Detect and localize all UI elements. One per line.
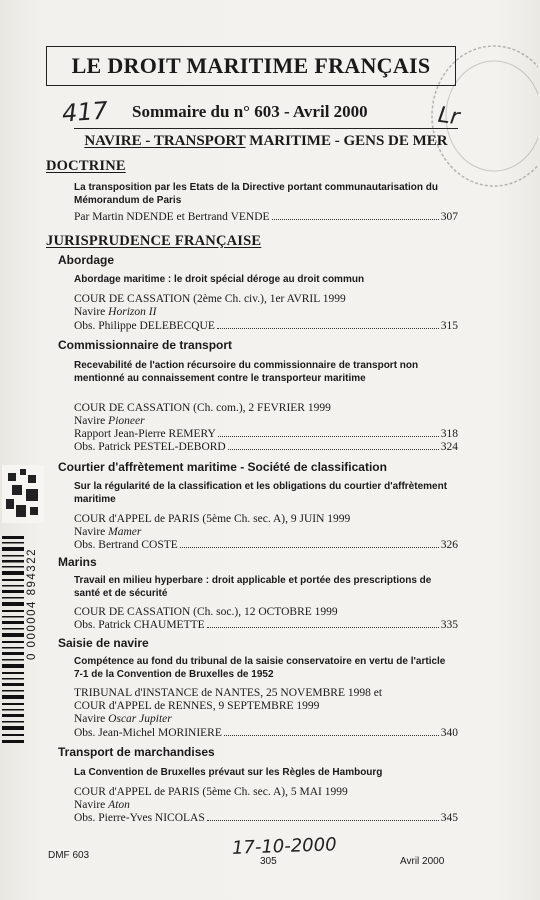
abordage-heading: Abordage <box>58 253 115 267</box>
toc-dots <box>207 819 439 821</box>
doctrine-heading: DOCTRINE <box>46 158 126 174</box>
doctrine-article-title: La transposition par les Etats de la Directive portant communautarisation du Mémorandum de Paris <box>74 182 438 206</box>
marchandises-heading: Transport de marchandises <box>58 745 215 759</box>
saisie-ship-line <box>74 713 458 726</box>
toc-dots <box>218 435 439 437</box>
courtier-court: COUR d'APPEL de PARIS (5ème Ch. sec. A), 9 JUIN 1999 <box>74 513 351 525</box>
journal-title: LE DROIT MARITIME FRANÇAIS <box>71 53 431 78</box>
ship-name: Oscar Jupiter <box>108 713 172 725</box>
courtier-obs: Obs. Bertrand COSTE <box>74 539 178 551</box>
commissionnaire-page: 324 <box>440 441 458 453</box>
section-banner-part1: NAVIRE <box>84 133 142 149</box>
handwritten-code: Lr <box>436 102 461 131</box>
commissionnaire-title: Recevabilité de l'action récursoire du commissionnaire de transport non mentionné au connaissement contre le transporteur maritime <box>74 360 419 384</box>
abordage-page: 315 <box>440 320 458 332</box>
toc-dots <box>228 448 439 450</box>
jurisprudence-heading: JURISPRUDENCE FRANÇAISE <box>46 233 262 249</box>
commissionnaire-ship-line <box>74 415 458 428</box>
ship-prefix: Navire <box>74 799 109 811</box>
saisie-court-1: TRIBUNAL d'INSTANCE de NANTES, 25 NOVEMBRE 1998 et <box>74 687 383 699</box>
marchandises-obs: Obs. Pierre-Yves NICOLAS <box>74 812 205 824</box>
doctrine-author-line <box>74 211 458 224</box>
commissionnaire-rapport: Rapport Jean-Pierre REMERY <box>74 428 216 440</box>
commissionnaire-court: COUR DE CASSATION (Ch. com.), 2 FEVRIER 1999 <box>74 402 331 414</box>
marins-title: Travail en milieu hyperbare : droit applicable et portée des prescriptions de santé et de sécurité <box>74 575 432 599</box>
toc-dots <box>217 327 439 329</box>
abordage-obs-line <box>74 320 458 333</box>
abordage-court: COUR DE CASSATION (2ème Ch. civ.), 1er AVRIL 1999 <box>74 293 346 305</box>
journal-title-box <box>46 46 456 86</box>
toc-dots <box>224 734 439 736</box>
commissionnaire-rapport-page: 318 <box>440 428 458 440</box>
abordage-ship-line <box>74 306 458 319</box>
marchandises-page: 345 <box>440 812 458 824</box>
marchandises-ship-line <box>74 799 458 812</box>
abordage-obs: Obs. Philippe DELEBECQUE <box>74 320 215 332</box>
saisie-obs-line <box>74 727 458 740</box>
footer-journal-ref: DMF 603 <box>48 850 90 861</box>
commissionnaire-rapport-line <box>74 428 458 441</box>
ship-name: Pioneer <box>108 415 145 427</box>
marchandises-title: La Convention de Bruxelles prévaut sur les Règles de Hambourg <box>74 767 383 778</box>
saisie-title: Compétence au fond du tribunal de la saisie conservatoire en vertu de l'article 7-1 de la Convention de Bruxelles de 1952 <box>74 656 446 680</box>
toc-dots <box>207 626 439 628</box>
marins-heading: Marins <box>58 555 97 569</box>
marins-court: COUR DE CASSATION (Ch. soc.), 12 OCTOBRE 1999 <box>74 606 338 618</box>
footer-page-number: 305 <box>260 856 277 867</box>
ship-prefix: Navire <box>74 306 109 318</box>
ship-name: Mamer <box>108 526 142 538</box>
ship-name: Horizon II <box>108 306 157 318</box>
ship-prefix: Navire <box>74 415 109 427</box>
handwritten-date: 17-10-2000 <box>231 834 337 859</box>
footer-issue-date: Avril 2000 <box>400 856 445 867</box>
courtier-obs-line <box>74 539 458 552</box>
library-logo-icon <box>2 465 44 523</box>
section-banner-part3: MARITIME - GENS DE MER <box>245 133 448 149</box>
issue-summary-title: Sommaire du n° 603 - Avril 2000 <box>132 102 368 121</box>
courtier-page: 326 <box>440 539 458 551</box>
toc-dots <box>180 546 439 548</box>
courtier-title: Sur la régularité de la classification et les obligations du courtier d'affrètement maritime <box>74 481 448 505</box>
ship-prefix: Navire <box>74 713 109 725</box>
doctrine-page: 307 <box>440 211 458 223</box>
section-banner-part2: - TRANSPORT <box>141 133 246 149</box>
barcode-digits: 0 000004 894322 <box>26 548 38 661</box>
ship-name: Aton <box>108 799 130 811</box>
courtier-ship-line <box>74 526 458 539</box>
commissionnaire-heading: Commissionnaire de transport <box>58 338 233 352</box>
commissionnaire-obs-line <box>74 441 458 454</box>
saisie-court-2: COUR d'APPEL de RENNES, 9 SEPTEMBRE 1999 <box>74 700 320 712</box>
saisie-heading: Saisie de navire <box>58 636 149 650</box>
marins-page: 335 <box>440 619 458 631</box>
ship-prefix: Navire <box>74 526 109 538</box>
marins-obs-line <box>74 619 458 632</box>
saisie-obs: Obs. Jean-Michel MORINIERE <box>74 727 222 739</box>
handwritten-number: 417 <box>61 96 109 128</box>
section-banner <box>74 128 458 154</box>
marchandises-court: COUR d'APPEL de PARIS (5ème Ch. sec. A), 5 MAI 1999 <box>74 786 348 798</box>
doctrine-author: Par Martin NDENDE et Bertrand VENDE <box>74 211 270 223</box>
toc-dots <box>272 218 439 220</box>
commissionnaire-obs: Obs. Patrick PESTEL-DEBORD <box>74 441 226 453</box>
marins-obs: Obs. Patrick CHAUMETTE <box>74 619 205 631</box>
saisie-page: 340 <box>440 727 458 739</box>
abordage-title: Abordage maritime : le droit spécial déroge au droit commun <box>74 274 365 285</box>
courtier-heading: Courtier d'affrètement maritime - Société de classification <box>58 460 387 474</box>
marchandises-obs-line <box>74 812 458 825</box>
